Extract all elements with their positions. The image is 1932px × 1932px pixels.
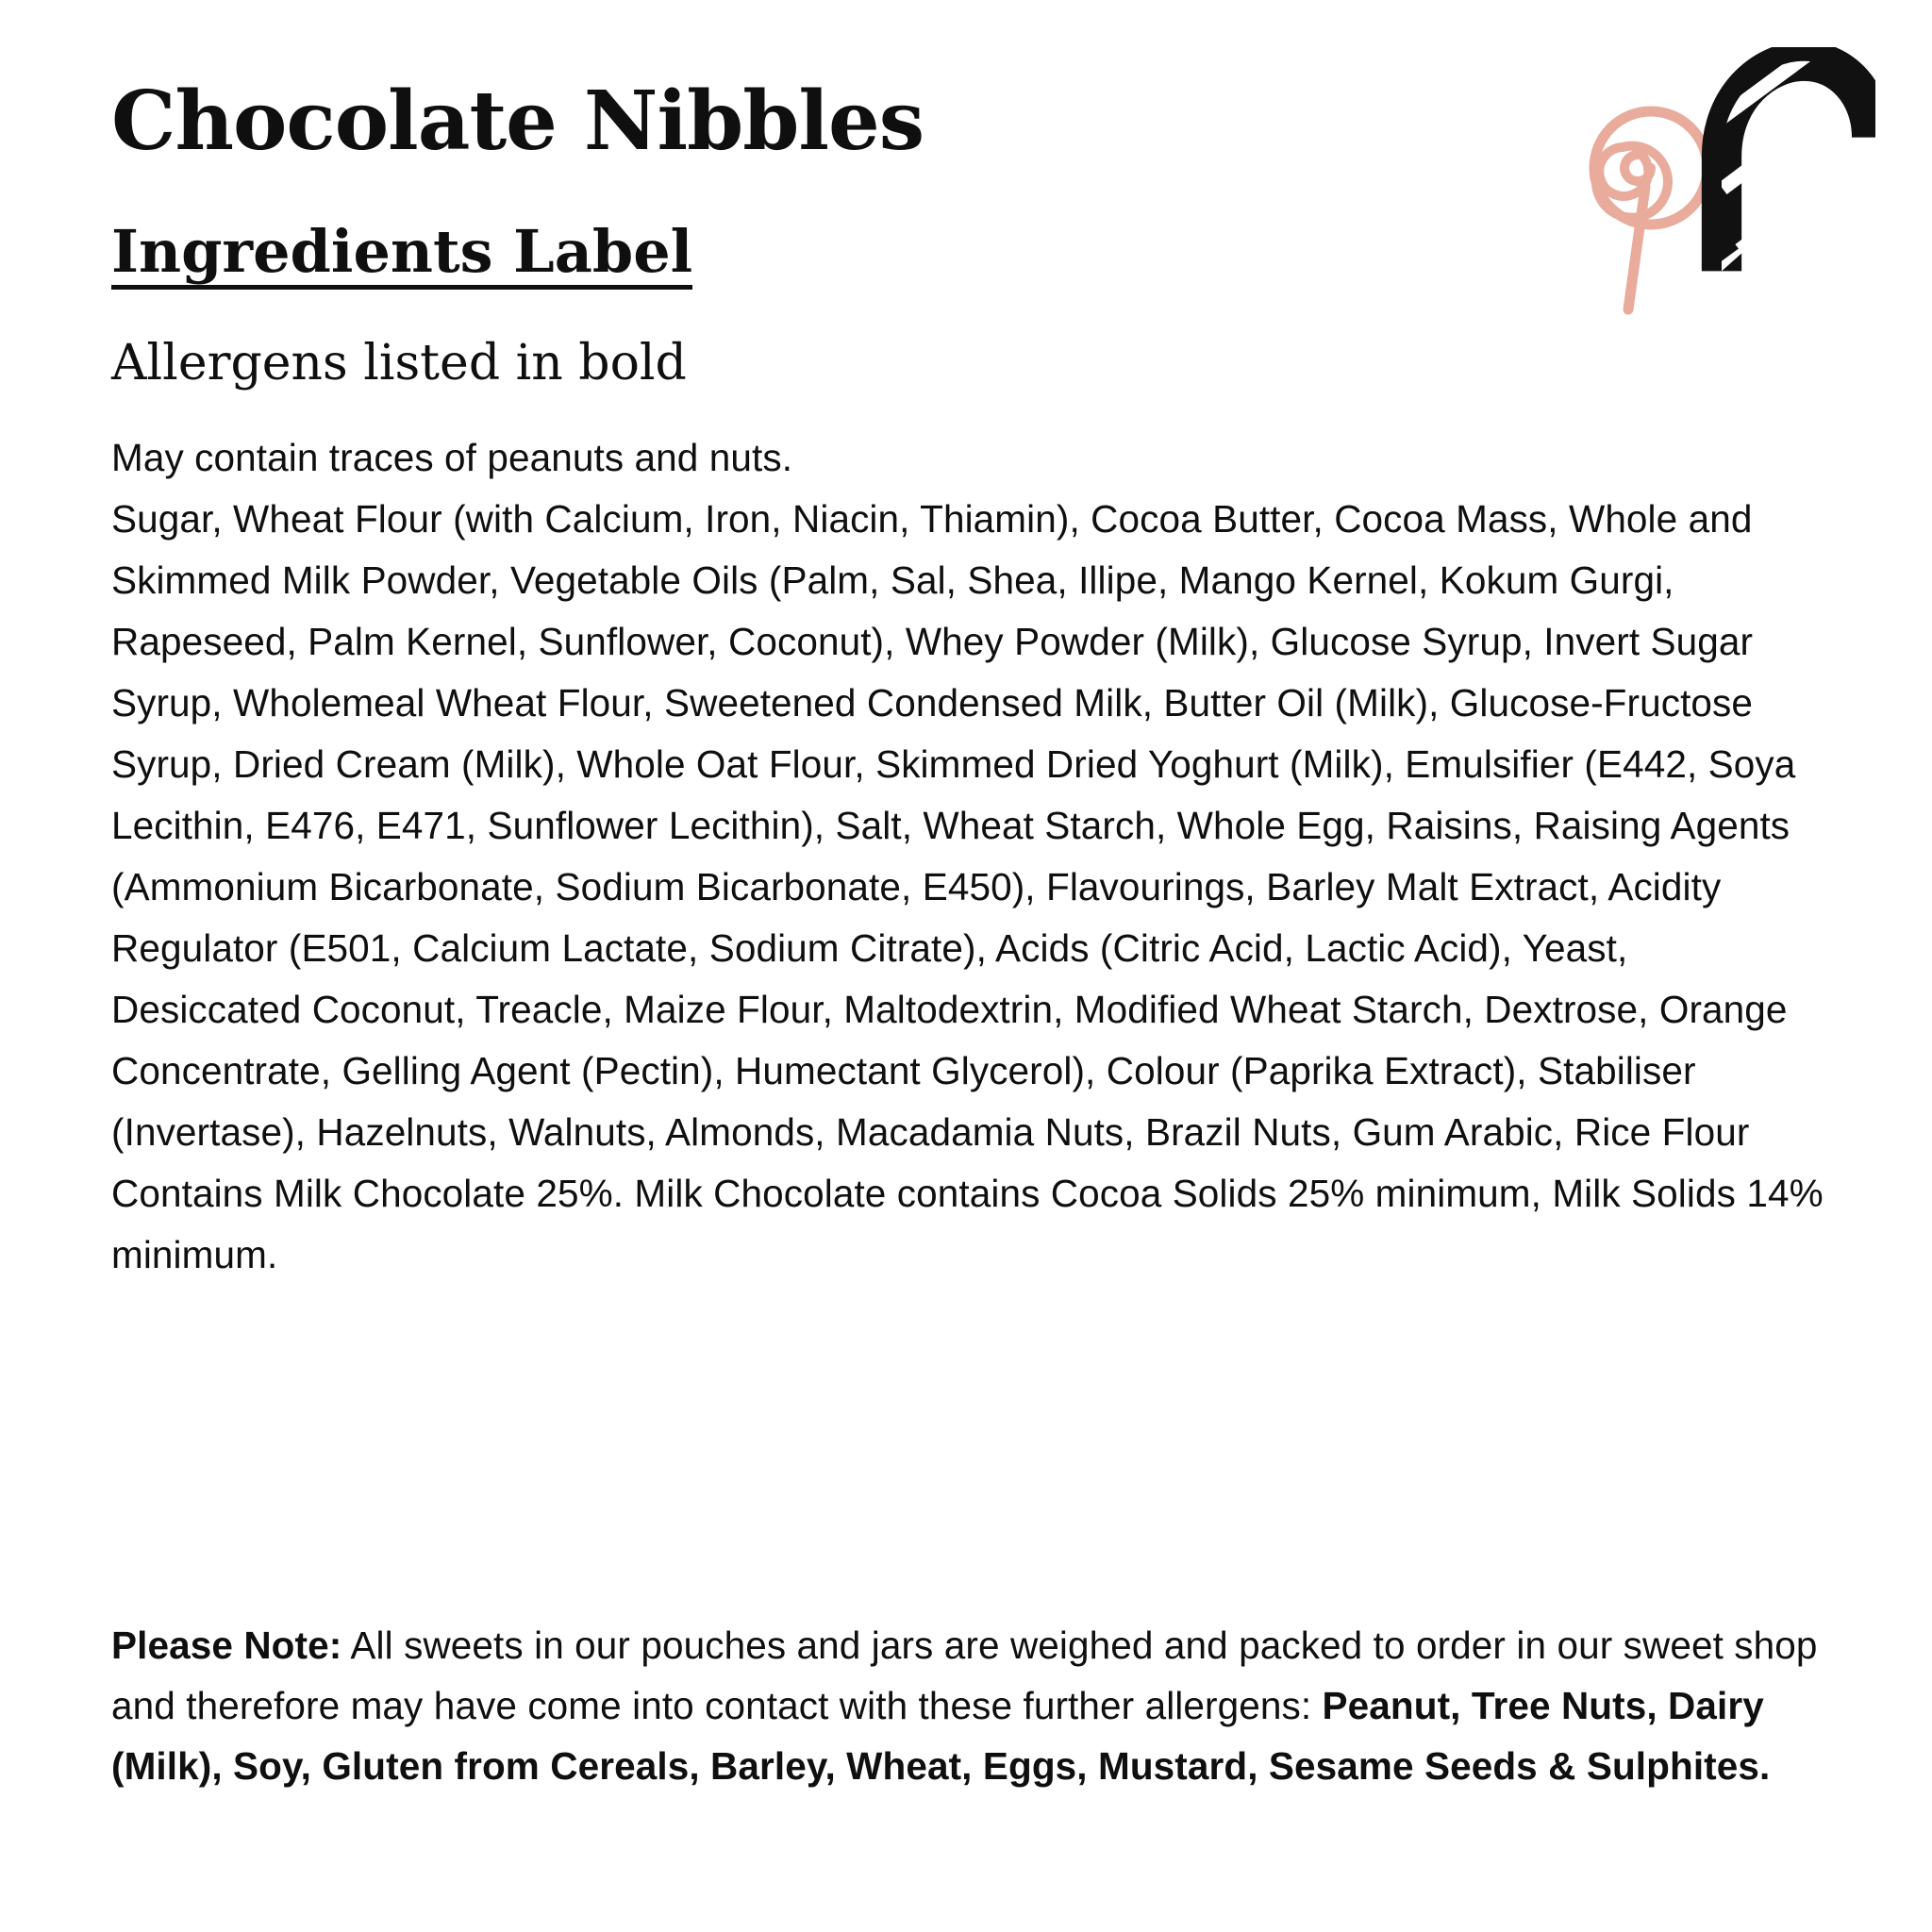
please-note-label: Please Note:	[111, 1624, 342, 1667]
page-title: Chocolate Nibbles	[111, 74, 924, 169]
candy-artwork	[1555, 47, 1875, 349]
allergen-instruction: Allergens listed in bold	[111, 335, 687, 391]
ingredients-list: Sugar, Wheat Flour (with Calcium, Iron, Niacin, Thiamin), Cocoa Butter, Cocoa Mass, Whole and Skimmed Milk Powder, Vegetable Oils (Palm, Sal, Shea, Illipe, Mango Kernel, Kokum Gurgi, Rapeseed, Palm Kernel, Sunflower, Coconut), Whey Powder (Milk), Glucose Syrup, Invert Sugar Syrup, Wholemeal Wheat Flour, Sweetened Condensed Milk, Butter Oil (Milk), Glucose-Fructose Syrup, Dried Cream (Milk), Whole Oat Flour, Skimmed Dried Yoghurt (Milk), Emulsifier (E442, Soya Lecithin, E476, E471, Sunflower Lecithin), Salt, Wheat Starch, Whole Egg, Raisins, Raising Agents (Ammonium Bicarbonate, Sodium Bicarbonate, E450), Flavourings, Barley Malt Extract, Acidity Regulator (E501, Calcium Lactate, Sodium Citrate), Acids (Citric Acid, Lactic Acid), Yeast, Desiccated Coconut, Treacle, Maize Flour, Maltodextrin, Modified Wheat Starch, Dextrose, Orange Concentrate, Gelling Agent (Pectin), Humectant Glycerol), Colour (Paprika Extract), Stabiliser (Invertase), Hazelnuts, Walnuts, Almonds, Macadamia Nuts, Brazil Nuts, Gum Arabic, Rice Flour	[111, 497, 1796, 1154]
lollipop-swirl-icon	[1596, 146, 1668, 218]
please-note-block	[111, 1615, 1842, 1796]
traces-warning: May contain traces of peanuts and nuts.	[111, 436, 793, 479]
section-heading-ingredients-label: Ingredients Label	[111, 223, 692, 290]
lollipop-stick-icon	[1628, 187, 1645, 309]
chocolate-content-statement: Contains Milk Chocolate 25%. Milk Chocolate contains Cocoa Solids 25% minimum, Milk Solids 14% minimum.	[111, 1172, 1824, 1276]
ingredients-body	[111, 427, 1828, 1286]
further-allergens-list: Peanut, Tree Nuts, Dairy (Milk), Soy, Gluten from Cereals, Barley, Wheat, Eggs, Mustard, Sesame Seeds & Sulphites.	[111, 1684, 1771, 1788]
please-note-text: All sweets in our pouches and jars are weighed and packed to order in our sweet shop and therefore may have come into contact with these further allergens:	[111, 1624, 1818, 1727]
